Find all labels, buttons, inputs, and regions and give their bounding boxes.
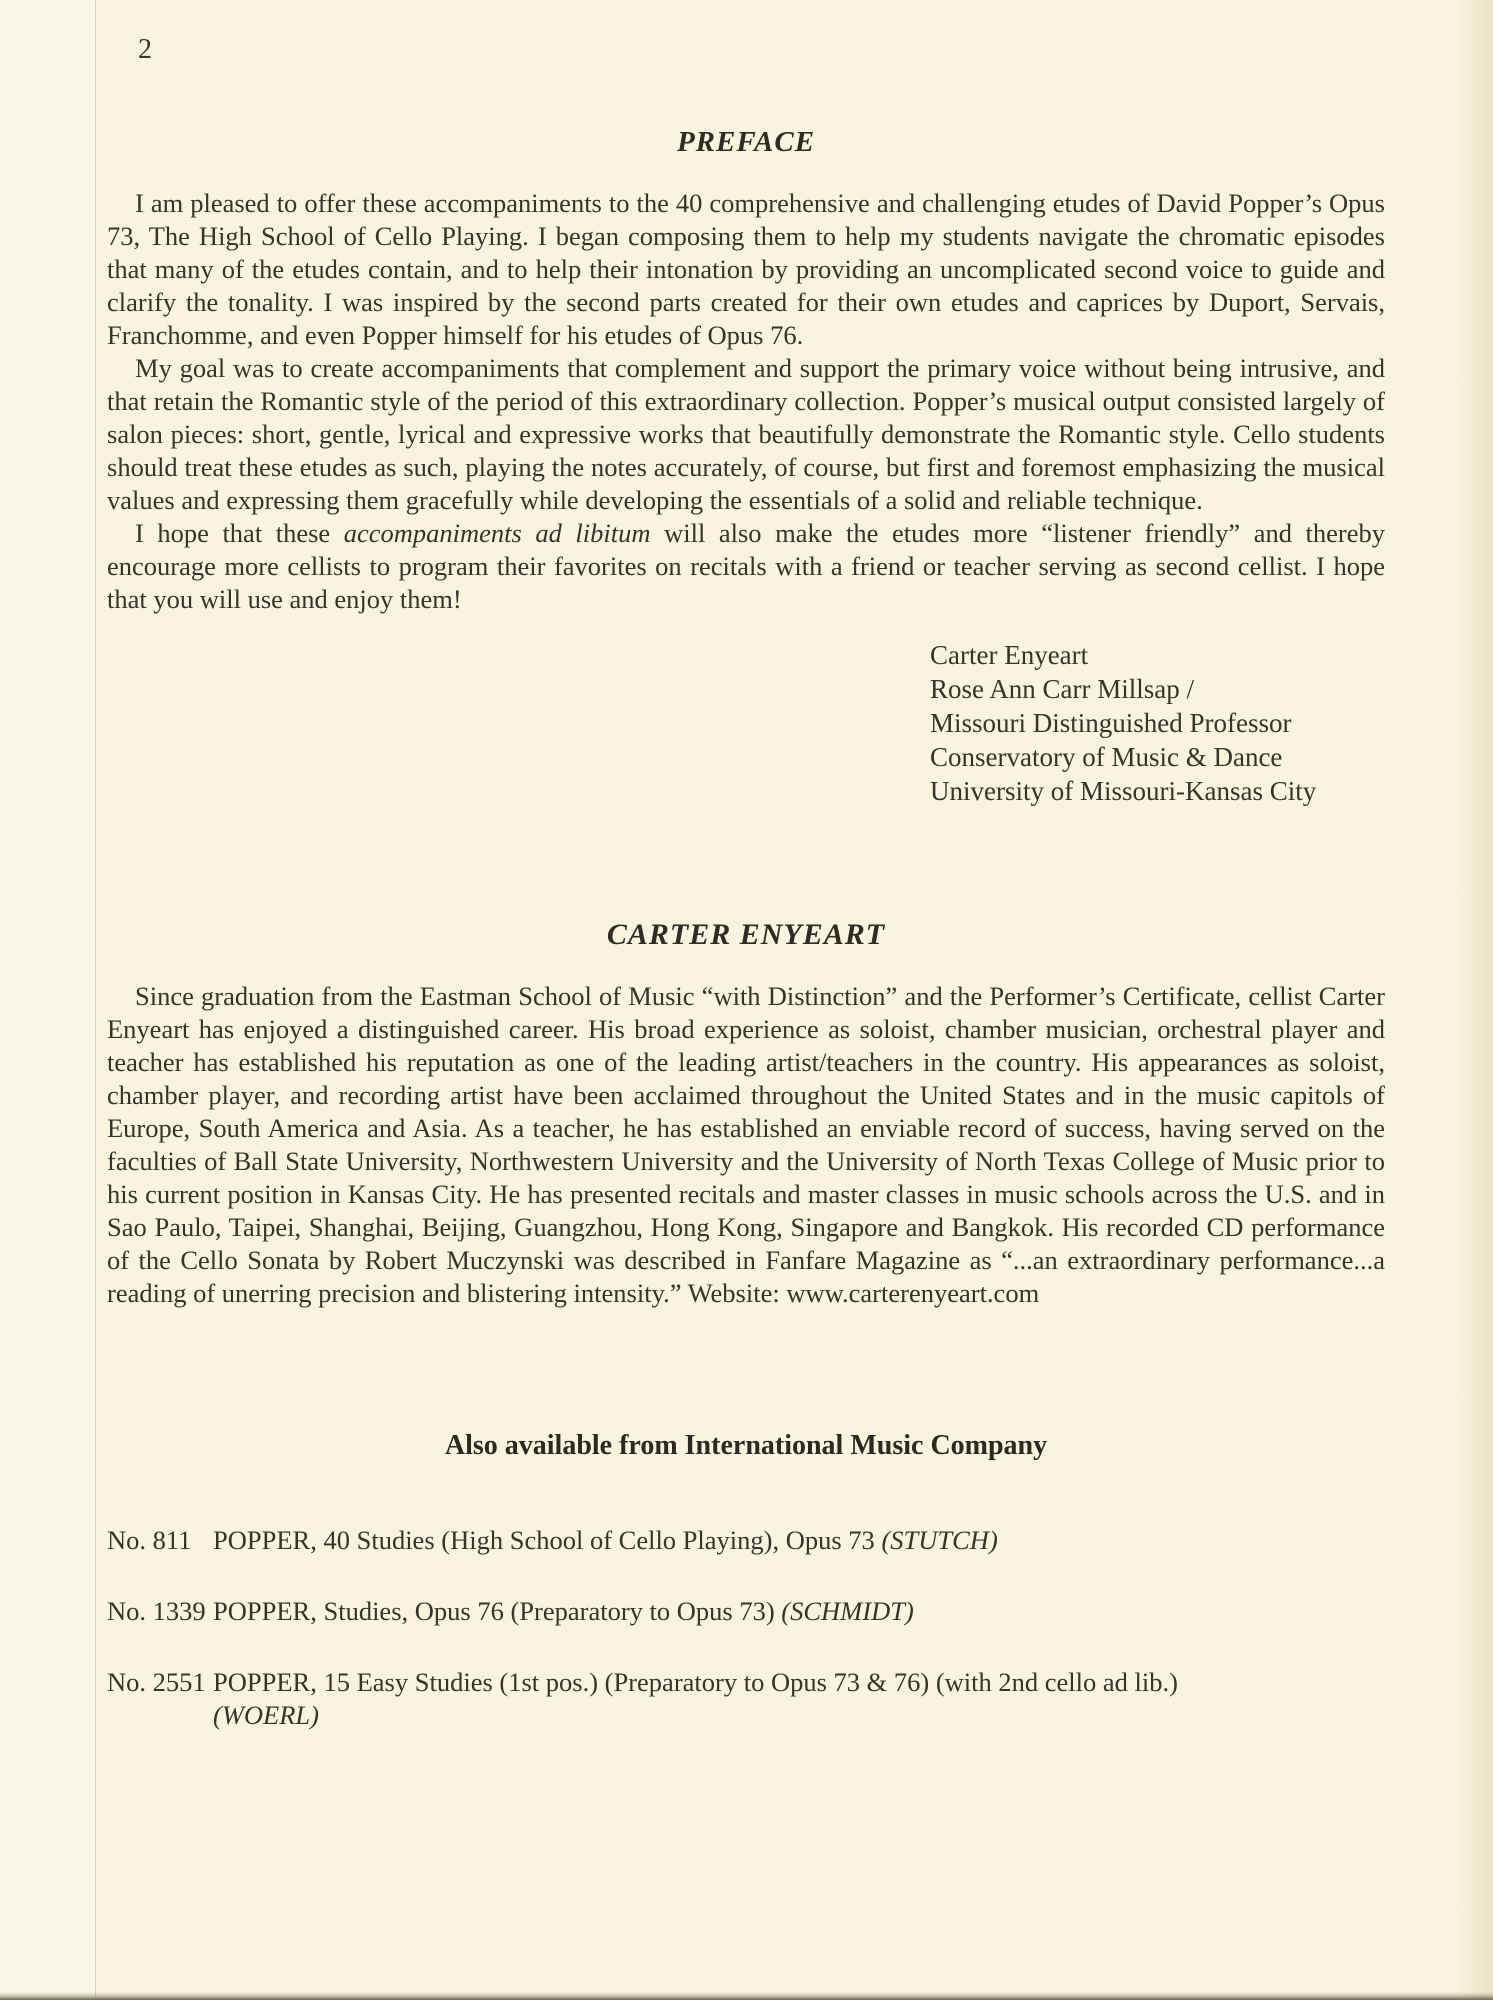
preface-paragraph-2: My goal was to create accompaniments that complement and support the primary voice without being intrusive, and that retain the Romantic style of the period of this extraordinary collection. Popper’s musical output consisted largely of salon pieces: short, gentle, lyrical and expressive works that beautifully demonstrate the Romantic style. Cello students should treat these etudes as such, playing the notes accurately, of course, but first and foremost emphasizing the musical values and expressing them gracefully while developing the essentials of a solid and reliable technique.	[107, 353, 1385, 515]
preface-paragraph-3-text: I hope that these	[135, 518, 344, 548]
catalog-heading: Also available from International Music Company	[444, 1430, 1048, 1461]
catalog-item	[107, 1666, 1385, 1732]
preface-heading: PREFACE	[676, 126, 816, 158]
signature-line-university: University of Missouri-Kansas City	[930, 776, 1317, 806]
preface-body	[107, 187, 1385, 616]
signature-block	[930, 638, 1385, 808]
preface-paragraph-3-text-continued: will also make the etudes more “listener friendly” and thereby encourage more cellists to program their favorites on recitals with a friend or teacher serving as second cellist. I hope that you will use and enjoy them!	[107, 518, 1385, 614]
catalog-list	[107, 1524, 1385, 1732]
bio-paragraph	[107, 980, 1385, 1310]
catalog-item-title: POPPER, Studies, Opus 76 (Preparatory to Opus 73)	[213, 1596, 782, 1626]
bio-heading: CARTER ENYEART	[606, 918, 886, 951]
signature-line-author: Carter Enyeart	[930, 640, 1089, 670]
catalog-item-number: No. 1339	[107, 1596, 206, 1626]
catalog-item	[107, 1595, 1385, 1628]
catalog-item-editor: (SCHMIDT)	[781, 1596, 914, 1626]
signature-line-chair: Rose Ann Carr Millsap /	[930, 674, 1194, 704]
catalog-item-description	[213, 1595, 1385, 1628]
bio-body	[107, 980, 1385, 1310]
page-bottom-edge-shadow	[0, 1992, 1493, 2000]
catalog-item	[107, 1524, 1385, 1557]
catalog-item-title: POPPER, 40 Studies (High School of Cello Playing), Opus 73	[213, 1525, 882, 1555]
page-content	[0, 126, 1493, 1732]
catalog-item-editor: (WOERL)	[213, 1700, 319, 1730]
signature-line-title: Missouri Distinguished Professor	[930, 708, 1292, 738]
preface-paragraph-3	[107, 517, 1385, 616]
catalog-item-title: POPPER, 15 Easy Studies (1st pos.) (Preparatory to Opus 73 & 76) (with 2nd cello ad lib.)	[213, 1667, 1178, 1697]
website-url: www.carterenyeart.com	[786, 1278, 1040, 1308]
bio-text: Since graduation from the Eastman School of Music “with Distinction” and the Performer’s Certificate, cellist Carter Enyeart has enjoyed a distinguished career. His broad experience as soloist, chamber musician, orchestral player and teacher has established his reputation as one of the leading artist/teachers in the country. His appearances as soloist, chamber player, and recording artist have been acclaimed throughout the United States and in the music capitols of Europe, South America and Asia. As a teacher, he has established an enviable record of success, having served on the faculties of Ball State University, Northwestern University and the University of North Texas College of Music prior to his current position in Kansas City. He has presented recitals and master classes in music schools across the U.S. and in Sao Paulo, Taipei, Shanghai, Beijing, Guangzhou, Hong Kong, Singapore and Bangkok. His recorded CD performance of the Cello Sonata by Robert Muczynski was described in Fanfare Magazine as “...an extraordinary performance...a reading of unerring precision and blistering intensity.” Website:	[107, 981, 1385, 1308]
page-number: 2	[138, 34, 152, 65]
catalog-item-description	[213, 1666, 1385, 1732]
catalog-item-number: No. 2551	[107, 1667, 206, 1697]
catalog-item-description	[213, 1524, 1385, 1557]
preface-paragraph-1: I am pleased to offer these accompaniments to the 40 comprehensive and challenging etudes of David Popper’s Opus 73, The High School of Cello Playing. I began composing them to help my students navigate the chromatic episodes that many of the etudes contain, and to help their intonation by providing an uncomplicated second voice to guide and clarify the tonality. I was inspired by the second parts created for their own etudes and caprices by Duport, Servais, Franchomme, and even Popper himself for his etudes of Opus 76.	[107, 188, 1385, 350]
catalog-item-editor: (STUTCH)	[881, 1525, 998, 1555]
catalog-item-number: No. 811	[107, 1525, 192, 1555]
signature-line-school: Conservatory of Music & Dance	[930, 742, 1283, 772]
preface-paragraph-3-italic-phrase: accompaniments ad libitum	[343, 518, 651, 548]
